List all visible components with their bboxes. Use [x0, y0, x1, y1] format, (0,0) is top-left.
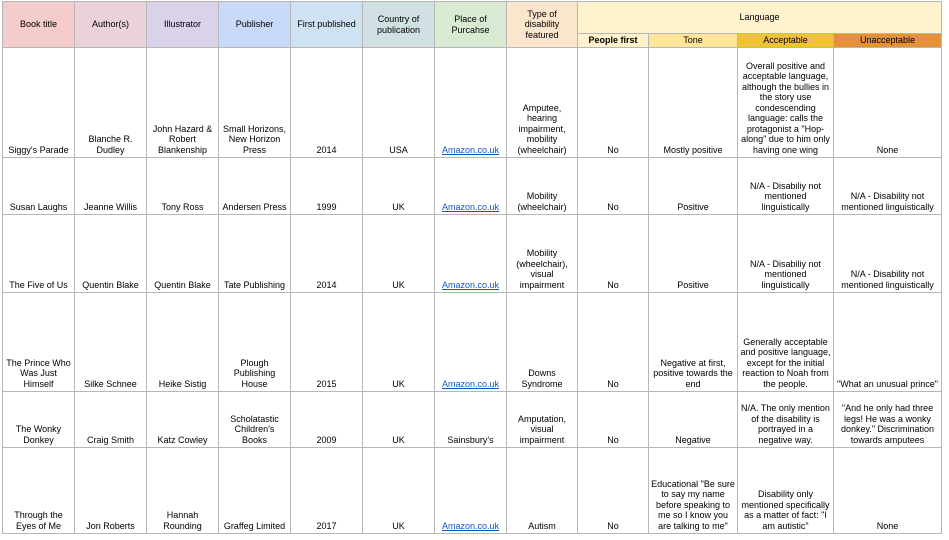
cell-illustrator[interactable]: Quentin Blake	[147, 215, 219, 293]
cell-acceptable[interactable]: Disability only mentioned specifically as a matter of fact: "I am autistic"	[738, 448, 834, 534]
header-unacceptable[interactable]: Unacceptable	[834, 34, 942, 48]
table-row	[3, 158, 942, 215]
cell-country[interactable]: UK	[363, 215, 435, 293]
cell-type[interactable]: Autism	[507, 448, 578, 534]
cell-publisher[interactable]: Tate Publishing	[219, 215, 291, 293]
cell-publisher[interactable]: Andersen Press	[219, 158, 291, 215]
cell-place[interactable]	[435, 448, 507, 534]
cell-author[interactable]: Jeanne Willis	[75, 158, 147, 215]
cell-type[interactable]: Downs Syndrome	[507, 293, 578, 392]
cell-country[interactable]: USA	[363, 48, 435, 158]
cell-unacceptable[interactable]: N/A - Disability not mentioned linguistically	[834, 158, 942, 215]
cell-acceptable[interactable]: Generally acceptable and positive language, except for the initial reaction to Noah from the people.	[738, 293, 834, 392]
cell-acceptable[interactable]: Overall positive and acceptable language, although the bullies in the story use condescending language: calls the protagonist a "Hop-along" due to him only having one wing	[738, 48, 834, 158]
purchase-link[interactable]: Amazon.co.uk	[441, 201, 500, 212]
cell-illustrator[interactable]: Heike Sistig	[147, 293, 219, 392]
cell-year[interactable]: 2017	[291, 448, 363, 534]
cell-year[interactable]: 1999	[291, 158, 363, 215]
table-row	[3, 48, 942, 158]
cell-country[interactable]: UK	[363, 158, 435, 215]
cell-year[interactable]: 2014	[291, 215, 363, 293]
book-disability-table	[2, 1, 942, 534]
header-country[interactable]: Country of publication	[363, 2, 435, 48]
cell-title[interactable]: Susan Laughs	[3, 158, 75, 215]
cell-people-first[interactable]: No	[578, 48, 649, 158]
table-row	[3, 293, 942, 392]
cell-tone[interactable]: Educational "Be sure to say my name before speaking to me so I know you are talking to me"	[649, 448, 738, 534]
purchase-link[interactable]: Amazon.co.uk	[441, 279, 500, 290]
cell-title[interactable]: Through the Eyes of Me	[3, 448, 75, 534]
cell-tone[interactable]: Mostly positive	[649, 48, 738, 158]
cell-place[interactable]	[435, 293, 507, 392]
cell-unacceptable[interactable]: "And he only had three legs! He was a wonky donkey." Discrimination towards amputees	[834, 392, 942, 448]
cell-publisher[interactable]: Plough Publishing House	[219, 293, 291, 392]
cell-type[interactable]: Amputation, visual impairment	[507, 392, 578, 448]
cell-type[interactable]: Amputee, hearing impairment, mobility (wheelchair)	[507, 48, 578, 158]
cell-title[interactable]: The Five of Us	[3, 215, 75, 293]
cell-country[interactable]: UK	[363, 448, 435, 534]
cell-tone[interactable]: Negative	[649, 392, 738, 448]
cell-illustrator[interactable]: Tony Ross	[147, 158, 219, 215]
header-place-of-purchase[interactable]: Place of Purcahse	[435, 2, 507, 48]
cell-tone[interactable]: Positive	[649, 158, 738, 215]
cell-year[interactable]: 2015	[291, 293, 363, 392]
cell-illustrator[interactable]: Katz Cowley	[147, 392, 219, 448]
cell-publisher[interactable]: Small Horizons, New Horizon Press	[219, 48, 291, 158]
cell-place[interactable]	[435, 48, 507, 158]
cell-illustrator[interactable]: John Hazard & Robert Blankenship	[147, 48, 219, 158]
cell-unacceptable[interactable]: None	[834, 448, 942, 534]
header-people-first[interactable]: People first	[578, 34, 649, 48]
cell-people-first[interactable]: No	[578, 215, 649, 293]
header-first-published[interactable]: First published	[291, 2, 363, 48]
cell-publisher[interactable]: Scholatastic Children's Books	[219, 392, 291, 448]
header-publisher[interactable]: Publisher	[219, 2, 291, 48]
cell-year[interactable]: 2009	[291, 392, 363, 448]
cell-author[interactable]: Craig Smith	[75, 392, 147, 448]
cell-acceptable[interactable]: N/A - Disabiliy not mentioned linguistically	[738, 158, 834, 215]
purchase-link[interactable]: Amazon.co.uk	[441, 144, 500, 155]
cell-author[interactable]: Quentin Blake	[75, 215, 147, 293]
cell-unacceptable[interactable]: "What an unusual prince"	[834, 293, 942, 392]
table-row	[3, 392, 942, 448]
cell-people-first[interactable]: No	[578, 293, 649, 392]
cell-title[interactable]: Siggy's Parade	[3, 48, 75, 158]
purchase-link[interactable]: Amazon.co.uk	[441, 378, 500, 389]
table-row	[3, 215, 942, 293]
cell-year[interactable]: 2014	[291, 48, 363, 158]
cell-title[interactable]: The Prince Who Was Just Himself	[3, 293, 75, 392]
cell-author[interactable]: Silke Schnee	[75, 293, 147, 392]
cell-place[interactable]: Sainsbury's	[435, 392, 507, 448]
cell-unacceptable[interactable]: N/A - Disability not mentioned linguistically	[834, 215, 942, 293]
cell-tone[interactable]: Negative at first, positive towards the end	[649, 293, 738, 392]
cell-country[interactable]: UK	[363, 293, 435, 392]
header-book-title[interactable]: Book title	[3, 2, 75, 48]
cell-acceptable[interactable]: N/A. The only mention of the disability is portrayed in a negative way.	[738, 392, 834, 448]
cell-publisher[interactable]: Graffeg Limited	[219, 448, 291, 534]
cell-country[interactable]: UK	[363, 392, 435, 448]
header-tone[interactable]: Tone	[649, 34, 738, 48]
header-illustrator[interactable]: Illustrator	[147, 2, 219, 48]
cell-acceptable[interactable]: N/A - Disabiliy not mentioned linguistically	[738, 215, 834, 293]
purchase-link[interactable]: Amazon.co.uk	[441, 520, 500, 531]
cell-type[interactable]: Mobility (wheelchair), visual impairment	[507, 215, 578, 293]
cell-place[interactable]	[435, 215, 507, 293]
header-disability-type[interactable]: Type of disability featured	[507, 2, 578, 48]
header-acceptable[interactable]: Acceptable	[738, 34, 834, 48]
cell-people-first[interactable]: No	[578, 158, 649, 215]
cell-author[interactable]: Jon Roberts	[75, 448, 147, 534]
table-row	[3, 448, 942, 534]
cell-title[interactable]: The Wonky Donkey	[3, 392, 75, 448]
cell-unacceptable[interactable]: None	[834, 48, 942, 158]
cell-people-first[interactable]: No	[578, 392, 649, 448]
cell-author[interactable]: Blanche R. Dudley	[75, 48, 147, 158]
cell-illustrator[interactable]: Hannah Rounding	[147, 448, 219, 534]
header-language[interactable]: Language	[578, 2, 942, 34]
cell-tone[interactable]: Positive	[649, 215, 738, 293]
cell-people-first[interactable]: No	[578, 448, 649, 534]
cell-type[interactable]: Mobility (wheelchair)	[507, 158, 578, 215]
header-authors[interactable]: Author(s)	[75, 2, 147, 48]
cell-place[interactable]	[435, 158, 507, 215]
